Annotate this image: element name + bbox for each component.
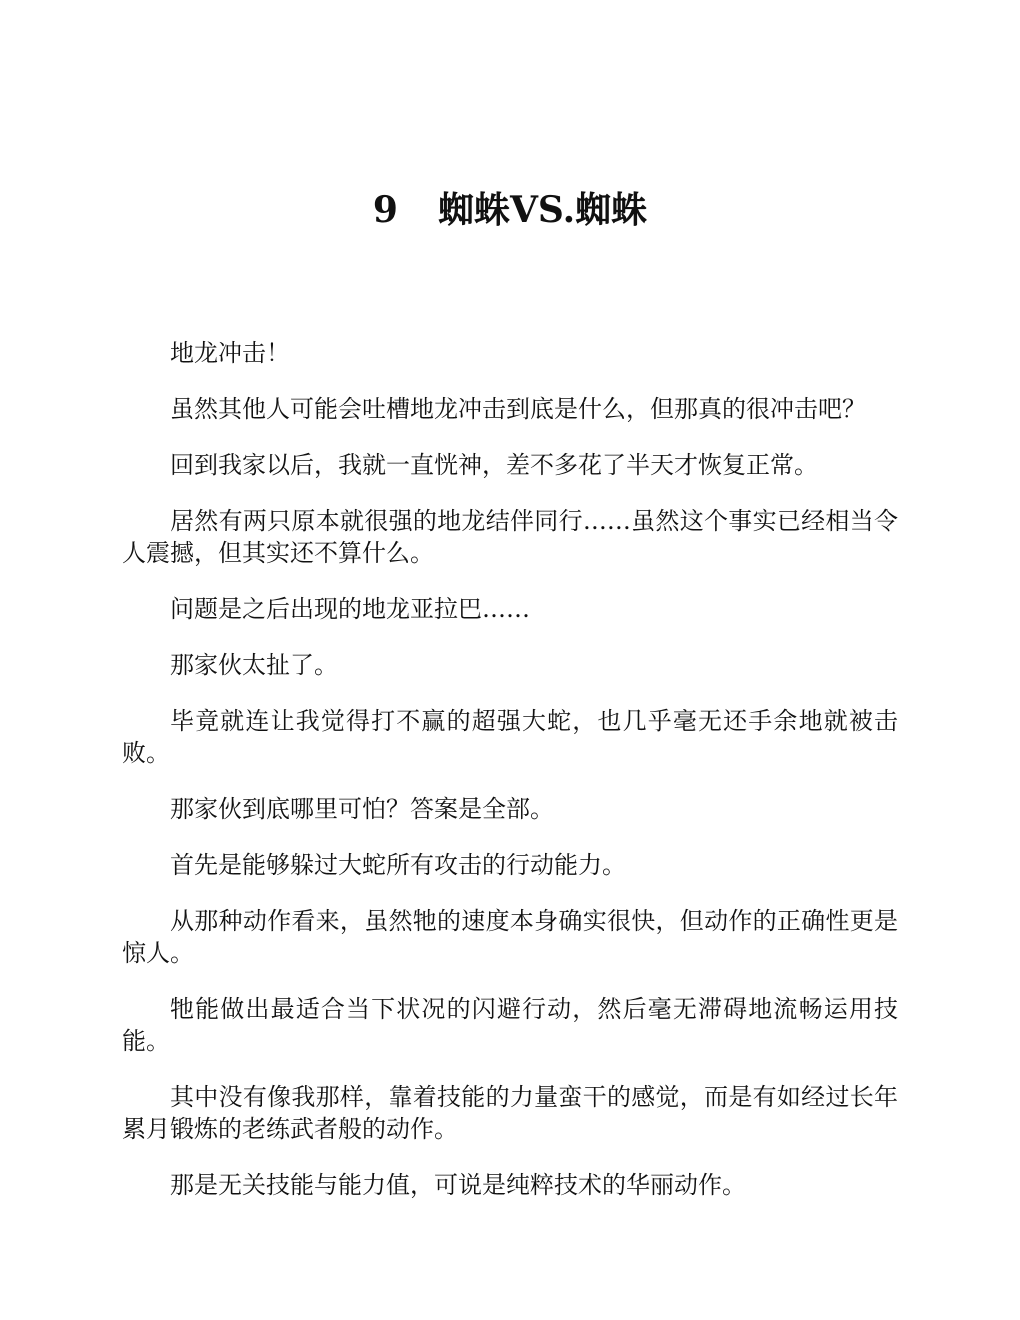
- chapter-number: 9: [372, 189, 398, 232]
- paragraph: 首先是能够躲过大蛇所有攻击的行动能力。: [170, 851, 626, 879]
- paragraph: 那是无关技能与能力值，可说是纯粹技术的华丽动作。: [170, 1171, 746, 1199]
- paragraph: 居然有两只原本就很强的地龙结伴同行……虽然这个事实已经相当令人震撼，但其实还不算什么。: [122, 507, 898, 567]
- paragraph: 毕竟就连让我觉得打不赢的超强大蛇，也几乎毫无还手余地就被击败。: [122, 707, 898, 767]
- paragraph: 地龙冲击！: [170, 339, 290, 367]
- paragraph: 问题是之后出现的地龙亚拉巴……: [170, 595, 530, 623]
- chapter-title-text: 蜘蛛VS.蜘蛛: [437, 189, 648, 232]
- chapter-title: [0, 184, 1020, 236]
- paragraph: 从那种动作看来，虽然牠的速度本身确实很快，但动作的正确性更是惊人。: [122, 907, 898, 967]
- chapter-body: [122, 337, 898, 1225]
- paragraph: 虽然其他人可能会吐槽地龙冲击到底是什么，但那真的很冲击吧？: [170, 395, 866, 423]
- paragraph: 回到我家以后，我就一直恍神，差不多花了半天才恢复正常。: [170, 451, 818, 479]
- paragraph: 其中没有像我那样，靠着技能的力量蛮干的感觉，而是有如经过长年累月锻炼的老练武者般的动作。: [122, 1083, 898, 1143]
- paragraph: 那家伙太扯了。: [170, 651, 338, 679]
- paragraph: 那家伙到底哪里可怕？答案是全部。: [170, 795, 554, 823]
- paragraph: 牠能做出最适合当下状况的闪避行动，然后毫无滞碍地流畅运用技能。: [122, 995, 898, 1055]
